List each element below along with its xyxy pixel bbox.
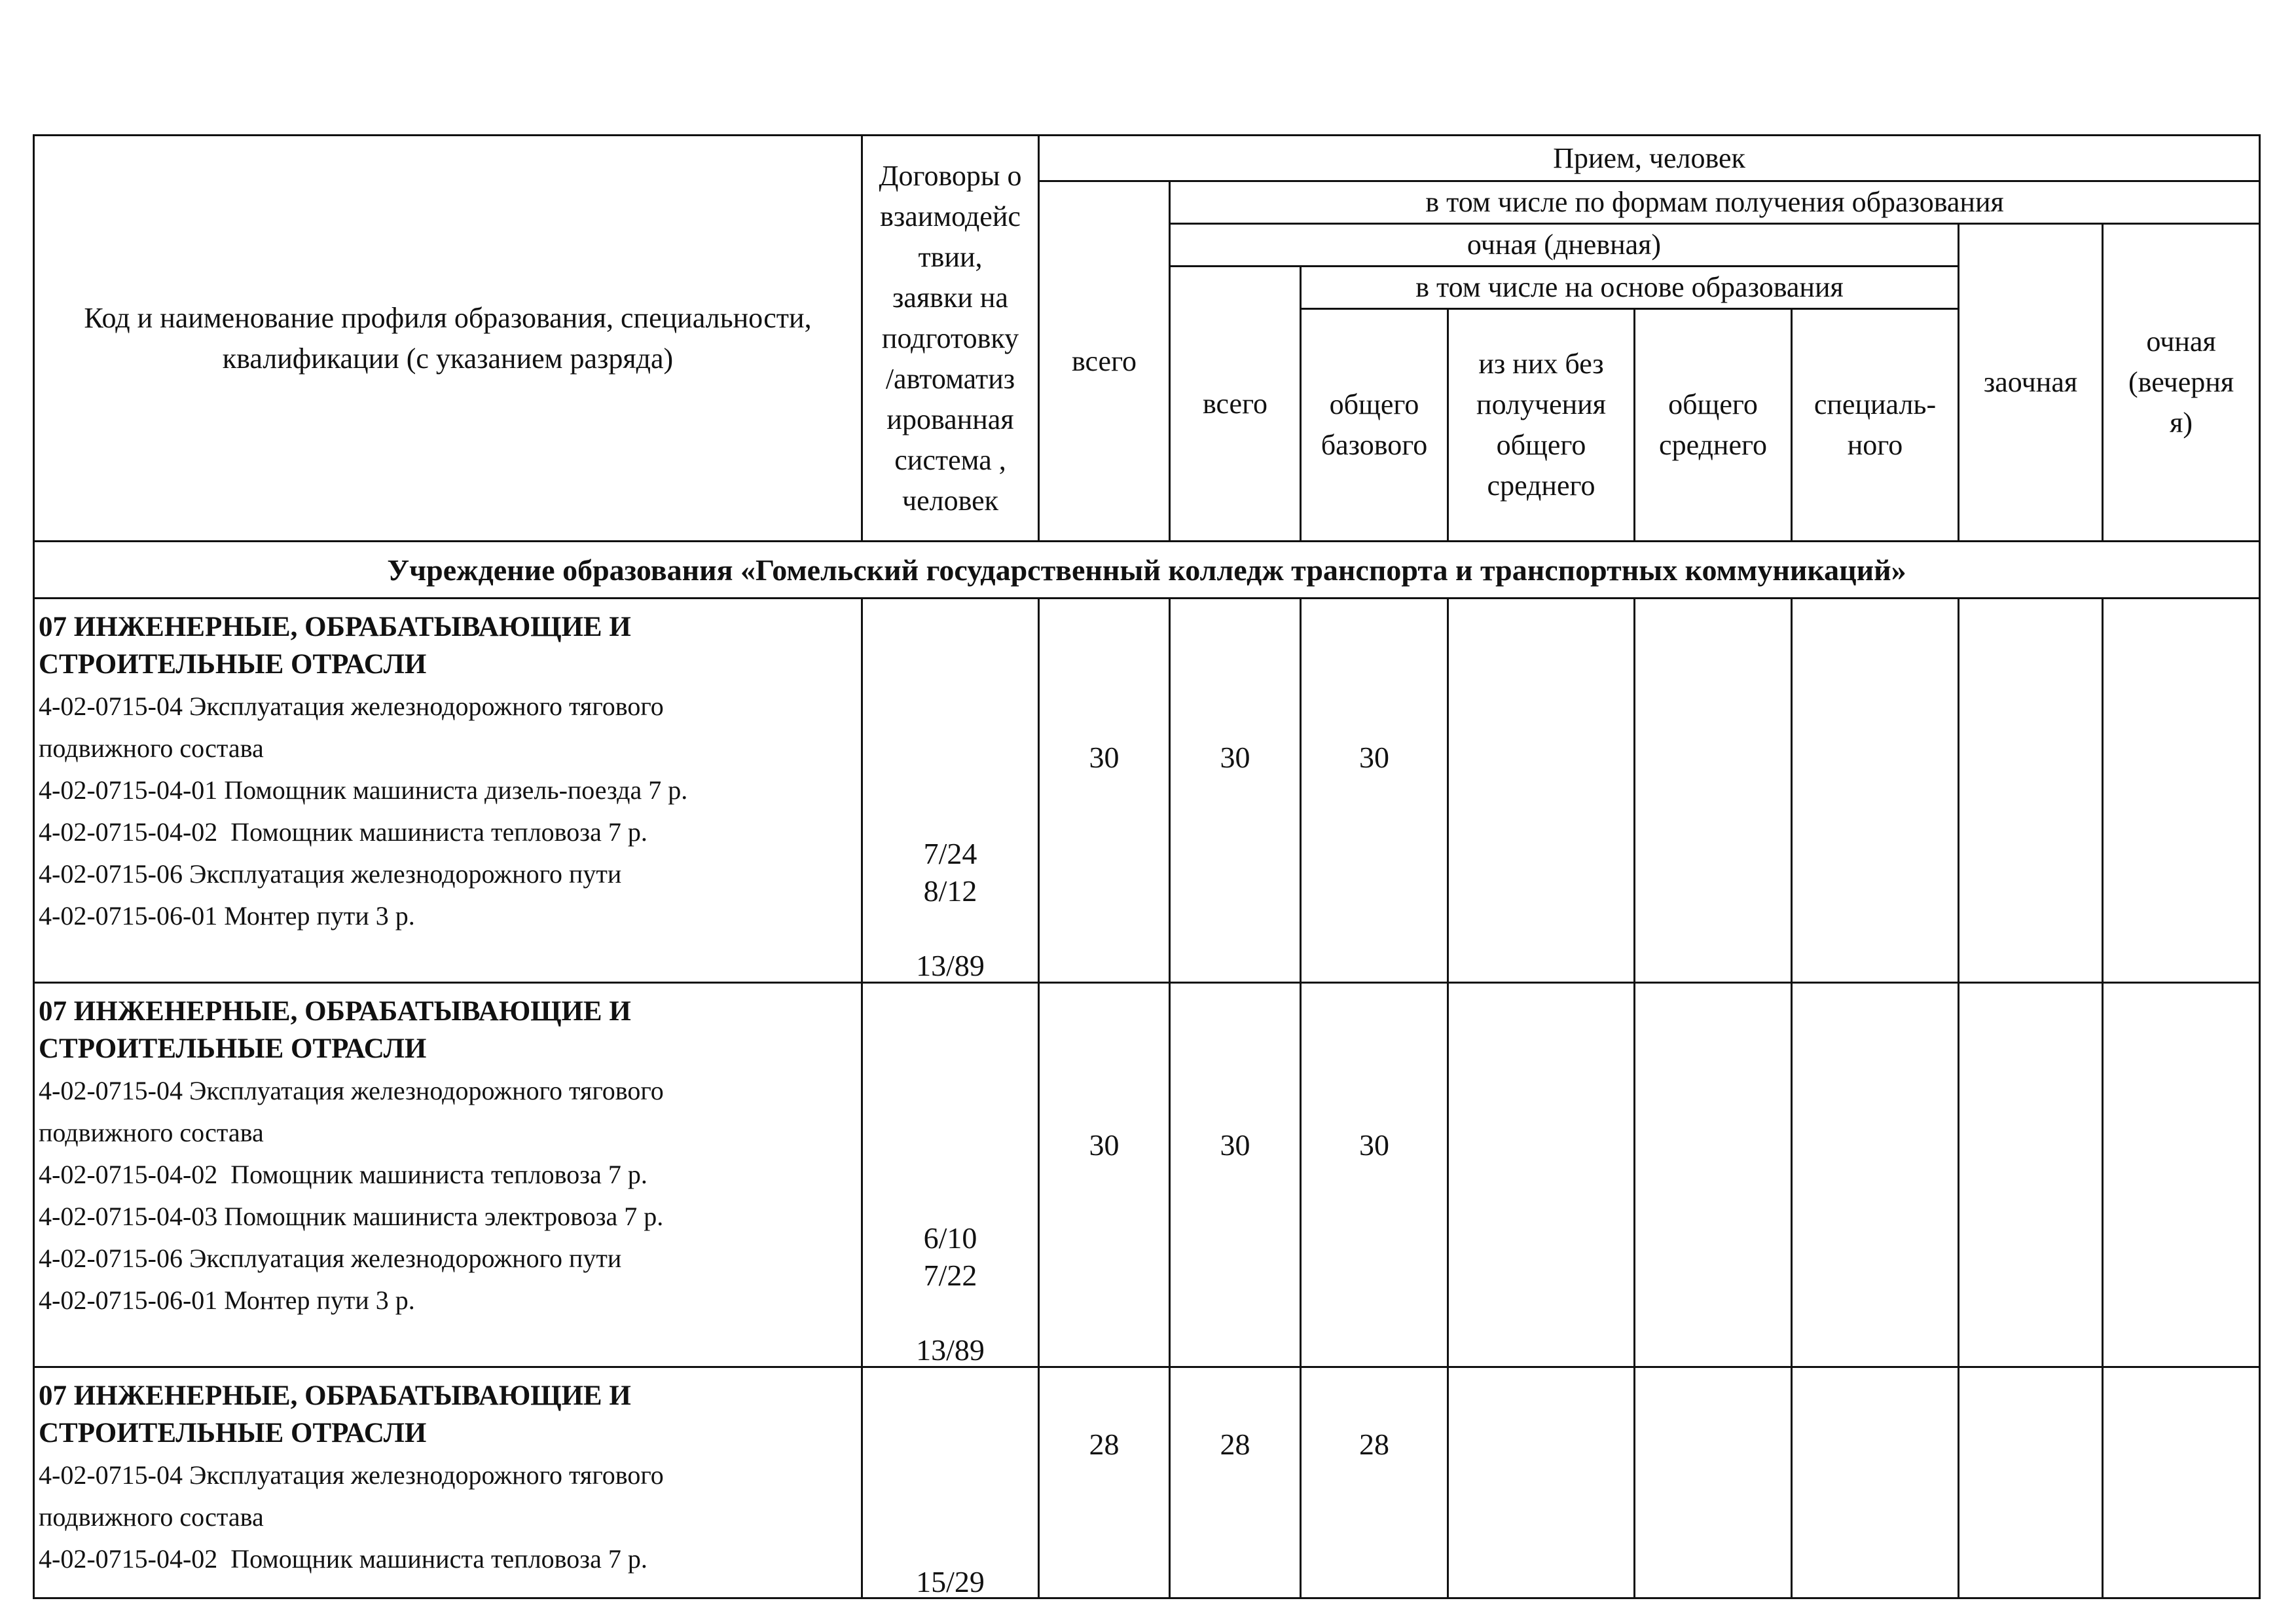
table-row bbox=[34, 983, 2260, 1367]
header-by-forms: в том числе по формам получения образования bbox=[1170, 181, 2260, 224]
header-general-secondary bbox=[1635, 309, 1792, 542]
header-general-basic-text bbox=[1302, 384, 1447, 466]
contracts-value: 15/29 bbox=[916, 1565, 985, 1598]
ft-total-cell-value: 30 bbox=[1220, 1128, 1250, 1162]
header-line: общего bbox=[1668, 388, 1758, 420]
general-basic-cell-value: 30 bbox=[1359, 741, 1389, 774]
specialty-line: 4-02-0715-04-02 Помощник машиниста тепловоза 7 р. bbox=[39, 1160, 647, 1189]
header-evening bbox=[2103, 224, 2260, 542]
part-time-cell bbox=[1959, 1367, 2103, 1598]
header-on-basis: в том числе на основе образования bbox=[1301, 267, 1959, 309]
without-secondary-cell bbox=[1448, 1367, 1635, 1598]
header-line: (вечерня bbox=[2128, 366, 2234, 398]
total-cell bbox=[1039, 1367, 1170, 1598]
evening-cell bbox=[2103, 983, 2260, 1367]
general-secondary-cell bbox=[1635, 983, 1792, 1367]
contracts-value bbox=[863, 1105, 1038, 1142]
header-part-time: заочная bbox=[1959, 224, 2103, 542]
group-heading: 07 ИНЖЕНЕРНЫЕ, ОБРАБАТЫВАЮЩИЕ И bbox=[39, 1380, 631, 1411]
contracts-value: 8/12 bbox=[923, 874, 977, 908]
group-heading: СТРОИТЕЛЬНЫЕ ОТРАСЛИ bbox=[39, 1418, 427, 1449]
ft-total-cell bbox=[1170, 983, 1301, 1367]
contracts-value bbox=[863, 608, 1038, 646]
general-secondary-cell bbox=[1635, 599, 1792, 983]
row-description bbox=[34, 599, 862, 983]
header-line: /автоматиз bbox=[885, 362, 1015, 395]
header-total: всего bbox=[1039, 181, 1170, 542]
special-cell bbox=[1792, 983, 1959, 1367]
contracts-value bbox=[863, 1524, 1038, 1560]
general-secondary-cell bbox=[1635, 1367, 1792, 1598]
part-time-cell bbox=[1959, 599, 2103, 983]
special-cell bbox=[1792, 599, 1959, 983]
header-line: взаимодейс bbox=[880, 200, 1021, 232]
contracts-value bbox=[863, 720, 1038, 758]
contracts-value bbox=[863, 1487, 1038, 1524]
contracts-value bbox=[863, 907, 1038, 944]
contracts-cell bbox=[862, 983, 1039, 1367]
total-cell-value: 28 bbox=[1089, 1428, 1120, 1461]
table-row bbox=[34, 599, 2260, 983]
ft-total-cell bbox=[1170, 599, 1301, 983]
header-line: общего bbox=[1496, 429, 1586, 461]
contracts-value bbox=[863, 1067, 1038, 1105]
header-code-name-text: Код и наименование профиля образования, специальности, квалификации (с указанием разряда) bbox=[84, 301, 812, 375]
group-heading: 07 ИНЖЕНЕРНЫЕ, ОБРАБАТЫВАЮЩИЕ И bbox=[39, 996, 631, 1027]
evening-cell bbox=[2103, 599, 2260, 983]
header-code-name bbox=[34, 136, 862, 542]
contracts-value bbox=[863, 993, 1038, 1030]
header-line: общего bbox=[1329, 388, 1419, 420]
total-cell bbox=[1039, 599, 1170, 983]
header-line: среднего bbox=[1659, 429, 1767, 461]
contracts-value bbox=[863, 1450, 1038, 1487]
contracts-cell bbox=[862, 1367, 1039, 1598]
specialty-line: 4-02-0715-04-02 Помощник машиниста тепловоза 7 р. bbox=[39, 817, 647, 847]
specialty-line: 4-02-0715-04 Эксплуатация железнодорожного тягового bbox=[39, 1076, 664, 1105]
contracts-value bbox=[863, 758, 1038, 795]
ft-total-cell-value: 30 bbox=[1220, 741, 1250, 774]
header-line: твии, bbox=[918, 240, 983, 273]
admission-table-sheet bbox=[33, 134, 2259, 1599]
specialty-line: подвижного состава bbox=[39, 733, 264, 763]
contracts-value bbox=[863, 795, 1038, 832]
contracts-value bbox=[863, 683, 1038, 720]
table-row bbox=[34, 1367, 2260, 1598]
institution-name: Учреждение образования «Гомельский государственный колледж транспорта и транспортных коммуникаций» bbox=[34, 542, 2260, 599]
header-line: очная bbox=[2146, 325, 2216, 358]
header-special-text bbox=[1793, 384, 1958, 466]
header-line: базового bbox=[1321, 429, 1428, 461]
specialty-line: 4-02-0715-06-01 Монтер пути 3 р. bbox=[39, 1285, 415, 1315]
header-line: человек bbox=[902, 484, 999, 517]
specialty-line: 4-02-0715-04 Эксплуатация железнодорожного тягового bbox=[39, 1460, 664, 1490]
contracts-value: 7/22 bbox=[923, 1259, 977, 1292]
header-evening-text bbox=[2104, 322, 2259, 443]
specialty-line: 4-02-0715-04-01 Помощник машиниста дизель-поезда 7 р. bbox=[39, 775, 688, 805]
specialty-line: 4-02-0715-04-03 Помощник машиниста электровоза 7 р. bbox=[39, 1202, 664, 1231]
header-line: подготовку bbox=[881, 322, 1019, 354]
ft-total-cell bbox=[1170, 1367, 1301, 1598]
contracts-value bbox=[863, 1179, 1038, 1217]
header-line: из них без bbox=[1478, 348, 1604, 380]
group-heading: 07 ИНЖЕНЕРНЫЕ, ОБРАБАТЫВАЮЩИЕ И bbox=[39, 612, 631, 642]
header-admission: Прием, человек bbox=[1039, 136, 2260, 181]
ft-total-cell-value: 28 bbox=[1220, 1428, 1250, 1461]
general-basic-cell bbox=[1301, 983, 1448, 1367]
specialty-line: подвижного состава bbox=[39, 1502, 264, 1532]
specialty-line: 4-02-0715-04-02 Помощник машиниста тепловоза 7 р. bbox=[39, 1544, 647, 1574]
contracts-value bbox=[863, 646, 1038, 683]
contracts-value: 7/24 bbox=[923, 837, 977, 870]
contracts-value bbox=[863, 1030, 1038, 1067]
specialty-line: 4-02-0715-06 Эксплуатация железнодорожного пути bbox=[39, 1244, 622, 1273]
specialty-line: подвижного состава bbox=[39, 1118, 264, 1147]
header-contracts bbox=[862, 136, 1039, 542]
contracts-value bbox=[863, 1377, 1038, 1414]
header-without-secondary bbox=[1448, 309, 1635, 542]
header-line: получения bbox=[1476, 388, 1606, 420]
contracts-value: 13/89 bbox=[916, 1333, 985, 1367]
total-cell bbox=[1039, 983, 1170, 1367]
total-cell-value: 30 bbox=[1089, 741, 1120, 774]
header-line: Договоры о bbox=[879, 159, 1022, 192]
general-basic-cell bbox=[1301, 599, 1448, 983]
without-secondary-cell bbox=[1448, 983, 1635, 1367]
header-ft-total: всего bbox=[1170, 267, 1301, 542]
header-line: я) bbox=[2170, 407, 2193, 439]
total-cell-value: 30 bbox=[1089, 1128, 1120, 1162]
table-body bbox=[34, 599, 2260, 1598]
specialty-line: 4-02-0715-06 Эксплуатация железнодорожного пути bbox=[39, 859, 622, 889]
group-heading: СТРОИТЕЛЬНЫЕ ОТРАСЛИ bbox=[39, 649, 427, 680]
contracts-value: 6/10 bbox=[923, 1221, 977, 1255]
general-basic-cell-value: 30 bbox=[1359, 1128, 1389, 1162]
specialty-line: 4-02-0715-04 Эксплуатация железнодорожного тягового bbox=[39, 692, 664, 721]
row-description bbox=[34, 983, 862, 1367]
header-without-secondary-text bbox=[1449, 344, 1633, 506]
specialty-line: 4-02-0715-06-01 Монтер пути 3 р. bbox=[39, 901, 415, 931]
contracts-value bbox=[863, 1142, 1038, 1179]
contracts-value bbox=[863, 1414, 1038, 1450]
part-time-cell bbox=[1959, 983, 2103, 1367]
contracts-cell bbox=[862, 599, 1039, 983]
without-secondary-cell bbox=[1448, 599, 1635, 983]
header-general-basic bbox=[1301, 309, 1448, 542]
header-line: среднего bbox=[1487, 470, 1595, 502]
admission-table bbox=[33, 134, 2261, 1599]
contracts-value: 13/89 bbox=[916, 949, 985, 982]
header-full-time-day: очная (дневная) bbox=[1170, 224, 1959, 267]
header-line: специаль- bbox=[1813, 388, 1937, 420]
header-contracts-text bbox=[863, 156, 1038, 521]
contracts-value bbox=[863, 1291, 1038, 1329]
row-description bbox=[34, 1367, 862, 1598]
header-special bbox=[1792, 309, 1959, 542]
header-line: заявки на bbox=[892, 281, 1008, 314]
header-line: ного bbox=[1847, 429, 1903, 461]
header-line: ированная bbox=[886, 403, 1014, 435]
general-basic-cell bbox=[1301, 1367, 1448, 1598]
header-general-secondary-text bbox=[1635, 384, 1791, 466]
header-line: система , bbox=[894, 443, 1006, 476]
group-heading: СТРОИТЕЛЬНЫЕ ОТРАСЛИ bbox=[39, 1033, 427, 1064]
evening-cell bbox=[2103, 1367, 2260, 1598]
special-cell bbox=[1792, 1367, 1959, 1598]
general-basic-cell-value: 28 bbox=[1359, 1428, 1389, 1461]
